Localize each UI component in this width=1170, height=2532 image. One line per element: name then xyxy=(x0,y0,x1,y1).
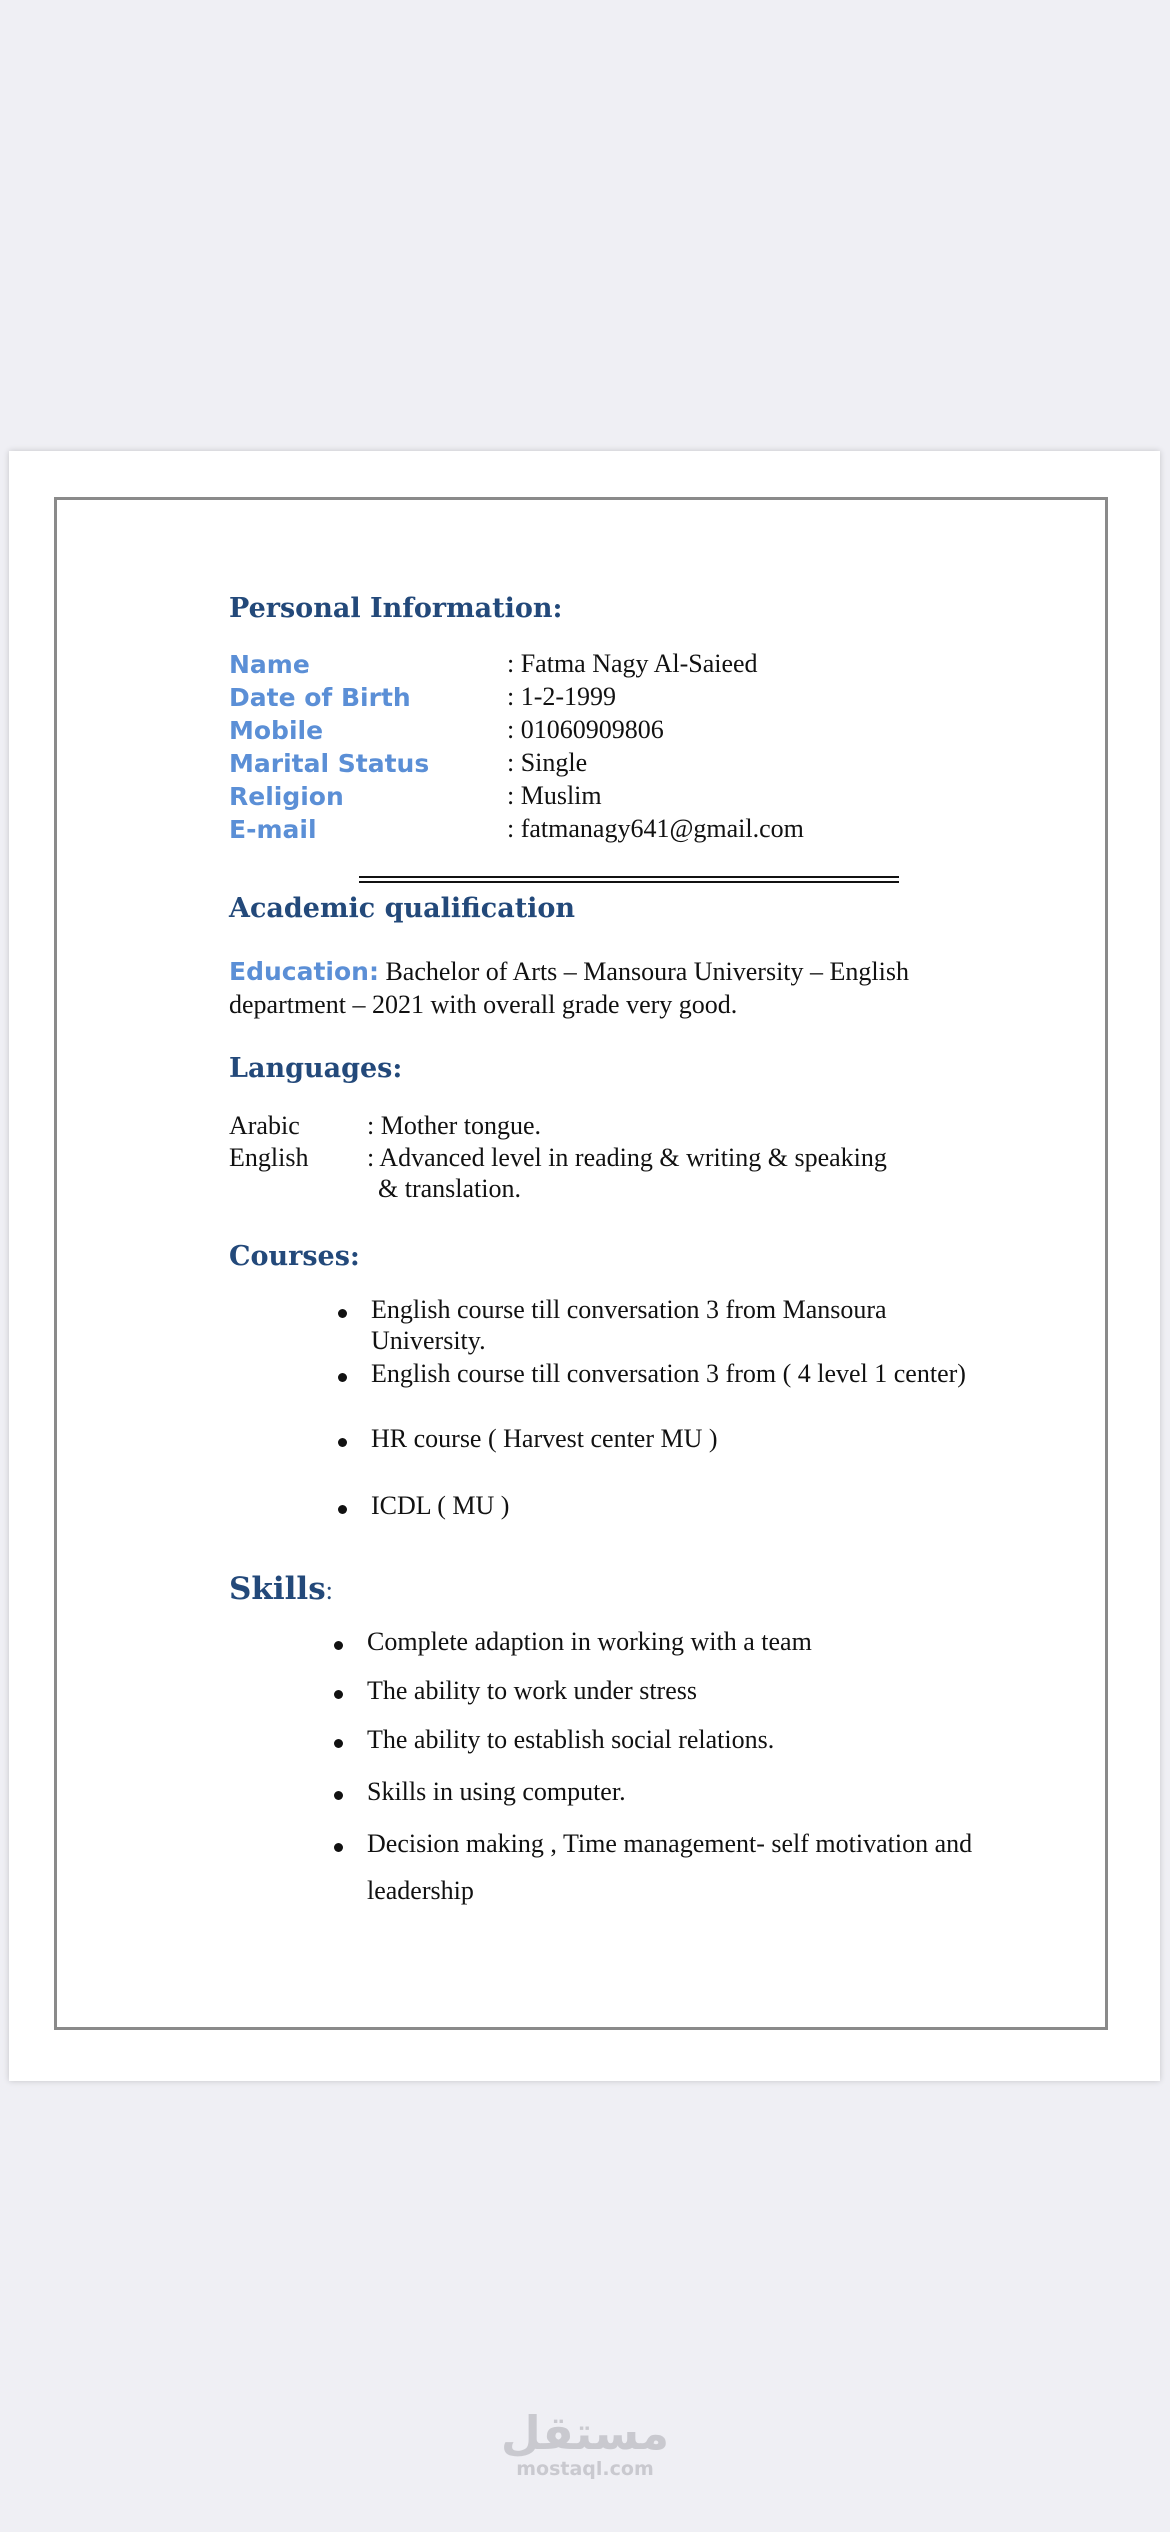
course-item-cont: University. xyxy=(371,1326,486,1355)
education-line xyxy=(229,957,909,987)
cv-page xyxy=(9,451,1160,2081)
course-item: English course till conversation 3 from ( 4 level 1 center) xyxy=(371,1359,966,1388)
watermark-site: mostaql.com xyxy=(516,2458,654,2480)
language-english-level: : Advanced level in reading & writing & speaking xyxy=(367,1143,887,1172)
field-value-name: : Fatma Nagy Al-Saieed xyxy=(507,649,758,678)
skill-item-cont: leadership xyxy=(367,1876,474,1905)
bullet-icon xyxy=(334,1690,343,1699)
personal-info-heading: Personal Information: xyxy=(229,593,563,624)
bullet-icon xyxy=(334,1791,343,1800)
bullet-icon xyxy=(334,1641,343,1650)
education-label: Education: xyxy=(229,957,379,986)
course-item: English course till conversation 3 from Mansoura xyxy=(371,1295,887,1324)
field-value-dob: : 1-2-1999 xyxy=(507,682,617,711)
language-english-level-cont: & translation. xyxy=(378,1174,521,1203)
bullet-icon xyxy=(338,1373,347,1382)
field-label-religion: Religion xyxy=(229,782,344,811)
section-divider xyxy=(359,876,899,883)
field-label-email: E-mail xyxy=(229,815,317,844)
field-label-mobile: Mobile xyxy=(229,716,324,745)
field-value-marital-status: : Single xyxy=(507,748,588,777)
field-label-name: Name xyxy=(229,650,310,679)
bullet-icon xyxy=(334,1843,343,1852)
skills-heading-colon: : xyxy=(325,1576,333,1605)
page-border-frame xyxy=(54,497,1108,2030)
bullet-icon xyxy=(338,1309,347,1318)
skills-heading-text: Skills xyxy=(229,1571,326,1607)
skill-item: Decision making , Time management- self motivation and xyxy=(367,1829,973,1858)
academic-heading: Academic qualification xyxy=(229,893,576,924)
field-value-email: : fatmanagy641@gmail.com xyxy=(507,814,804,843)
language-arabic: Arabic xyxy=(229,1111,300,1140)
language-arabic-level: : Mother tongue. xyxy=(367,1111,542,1140)
bullet-icon xyxy=(338,1505,347,1514)
course-item: HR course ( Harvest center MU ) xyxy=(371,1424,718,1453)
field-label-dob: Date of Birth xyxy=(229,683,411,712)
skill-item: Complete adaption in working with a team xyxy=(367,1627,812,1656)
courses-heading: Courses: xyxy=(229,1241,360,1272)
course-item: ICDL ( MU ) xyxy=(371,1491,510,1520)
languages-heading: Languages: xyxy=(229,1053,403,1084)
skills-heading xyxy=(229,1571,333,1607)
education-text-cont: department – 2021 with overall grade very good. xyxy=(229,990,738,1019)
skill-item: The ability to work under stress xyxy=(367,1676,697,1705)
watermark-logo: مستقل xyxy=(500,2406,670,2460)
education-text: Bachelor of Arts – Mansoura University – English xyxy=(378,957,909,986)
field-value-mobile: : 01060909806 xyxy=(507,715,664,744)
skill-item: Skills in using computer. xyxy=(367,1777,626,1806)
skill-item: The ability to establish social relations. xyxy=(367,1725,775,1754)
bullet-icon xyxy=(334,1739,343,1748)
field-value-religion: : Muslim xyxy=(507,781,602,810)
language-english: English xyxy=(229,1143,309,1172)
bullet-icon xyxy=(338,1438,347,1447)
field-label-marital-status: Marital Status xyxy=(229,749,430,778)
mostaql-watermark xyxy=(0,2408,1170,2480)
